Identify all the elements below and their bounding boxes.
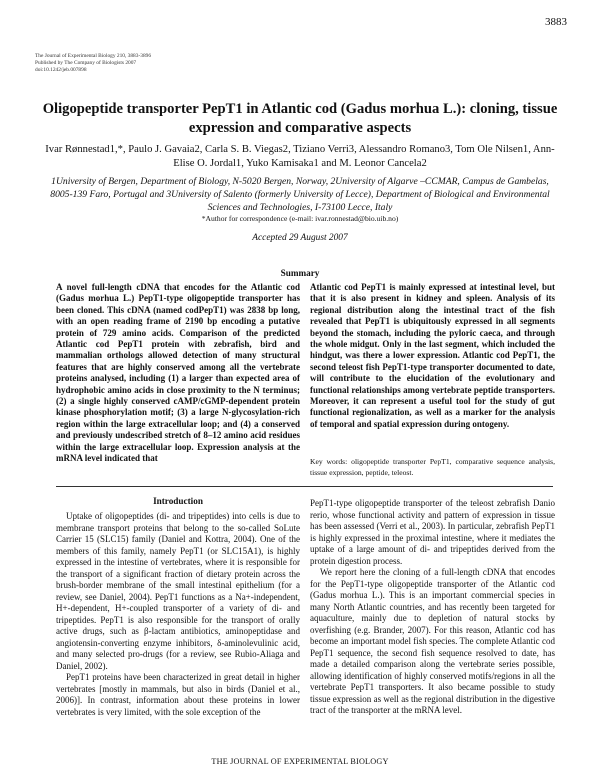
journal-meta-line: Published by The Company of Biologists 2007 [35, 60, 137, 66]
section-divider [56, 486, 553, 487]
introduction-heading: Introduction [153, 496, 203, 506]
affiliations: 1University of Bergen, Department of Biology, N-5020 Bergen, Norway, 2University of Algarve –CCMAR, Campus de Gambelas, 8005-139 Faro, Portugal and 3University of Salento (formerly University of Lecce), Department of Biological and Environmental Sciences and Technologies, I-73100 Lecce, Italy [50, 176, 550, 213]
keywords: Key words: oligopeptide transporter PepT1, comparative sequence analysis, tissue expression, peptide, teleost. [310, 457, 555, 477]
intro-paragraph: Uptake of oligopeptides (di- and tripeptides) into cells is due to membrane transport proteins that belong to the so-called SoLute Carrier 15 (SLC15) family (Daniel and Kottra, 2004). One of the members of this family, namely PepT1 (or SLC15A1), is highly expressed in the intestine of vertebrates, where it is responsible for the transport of a significant fraction of dietary protein across the brush-border membrane of the small intestinal epithelium (for a review, see Daniel, 2004). PepT1 functions as a Na+-independent, H+-dependent, H+-coupled transporter of a variety of di- and tripeptides. PepT1 is also responsible for the transport of orally active drugs, such as β-lactam antibiotics, aminopeptidase and angiotensin-converting enzyme inhibitors, δ-aminolevulinic acid, and many selected pro-drugs (for a review, see Rubio-Aliaga and Daniel, 2002). [56, 511, 300, 671]
paper-title: Oligopeptide transporter PepT1 in Atlantic cod (Gadus morhua L.): cloning, tissue expression and comparative aspects [42, 101, 558, 136]
intro-paragraph: PepT1-type oligopeptide transporter of the teleost zebrafish Danio rerio, whose functional activity and pattern of expression in tissue has been assessed (Verri et al., 2003). In particular, zebrafish PepT1 is highly expressed in the proximal intestine, where it mediates the uptake of a large amount of di- and tripeptides derived from the protein digestion process. [310, 498, 555, 566]
correspondence: *Author for correspondence (e-mail: ivar.ronnestad@bio.uib.no) [201, 214, 399, 223]
intro-paragraph: We report here the cloning of a full-length cDNA that encodes for the PepT1-type oligopeptide transporter of the Atlantic cod (Gadus morhua L.). This is an important commercial species in many North Atlantic countries, and has recently been targeted for aquaculture, mainly due to depletion of natural stocks by overfishing (e.g. Brander, 2007). For this reason, Atlantic cod has become an important model fish species. The complete Atlantic cod PepT1 sequence, the second fish sequence resolved to date, has made a detailed comparison along the vertebrate series possible, allowing identification of highly conserved motifs/regions in all the vertebrate PepT1 transporters. It also became possible to study tissue expression as well as the regional distribution in the digestive tract of the transporter at the mRNA level. [310, 567, 555, 715]
intro-left-column [56, 511, 300, 718]
author-list: Ivar Rønnestad1,*, Paulo J. Gavaia2, Carla S. B. Viegas2, Tiziano Verri3, Alessandro Romano3, Tom Ole Nilsen1, Ann-Elise O. Jordal1, Yuko Kamisaka1 and M. Leonor Cancela2 [45, 144, 555, 169]
intro-right-column [310, 498, 555, 717]
summary-right-column: Atlantic cod PepT1 is mainly expressed at intestinal level, but that it is also present in kidney and spleen. Analysis of its regional distribution along the intestinal tract of the fish revealed that PepT1 is ubiquitously expressed in all segments beyond the stomach, including the pyloric caeca, and through the whole midgut. Only in the last segment, which included the hindgut, was there a lower expression. Atlantic cod PepT1, the second teleost fish PepT1-type transporter documented to date, will contribute to the elucidation of the evolutionary and functional relationships among vertebrate peptide transporters. Moreover, it can represent a useful tool for the study of gut functional regionalization, as well as a marker for the analysis of temporal and spatial expression during ontogeny. [310, 282, 555, 429]
intro-paragraph: PepT1 proteins have been characterized in great detail in higher vertebrates [mostly in mammals, but also in birds (Daniel et al., 2006)]. In contrast, information about these proteins in lower vertebrates is very limited, with the sole exception of the [56, 672, 300, 717]
summary-heading: Summary [280, 268, 320, 278]
journal-meta-line: The Journal of Experimental Biology 210, 3883-3896 [35, 53, 152, 59]
accepted-date: Accepted 29 August 2007 [252, 233, 348, 243]
journal-footer: THE JOURNAL OF EXPERIMENTAL BIOLOGY [211, 757, 389, 766]
summary-left-column: A novel full-length cDNA that encodes for the Atlantic cod (Gadus morhua L.) PepT1-type oligopeptide transporter has been cloned. This cDNA (named codPepT1) was 2838 bp long, with an open reading frame of 2190 bp encoding a putative protein of 729 amino acids. Comparison of the predicted Atlantic cod PepT1 protein with zebrafish, bird and mammalian orthologs allowed detection of many structural features that are highly conserved among all the vertebrate proteins analysed, including (1) a larger than expected area of hydrophobic amino acids in close proximity to the N terminus; (2) a single highly conserved cAMP/cGMP-dependent protein kinase phosphorylation motif; (3) a large N-glycosylation-rich region within the large extracellular loop; and (4) a conserved and previously undescribed stretch of 8–12 amino acid residues within the large extracellular loop. Expression analysis at the mRNA level indicated that [56, 282, 300, 464]
journal-meta [35, 53, 151, 74]
journal-meta-line: doi:10.1242/jeb.007898 [35, 67, 87, 73]
page-number: 3883 [545, 16, 567, 28]
